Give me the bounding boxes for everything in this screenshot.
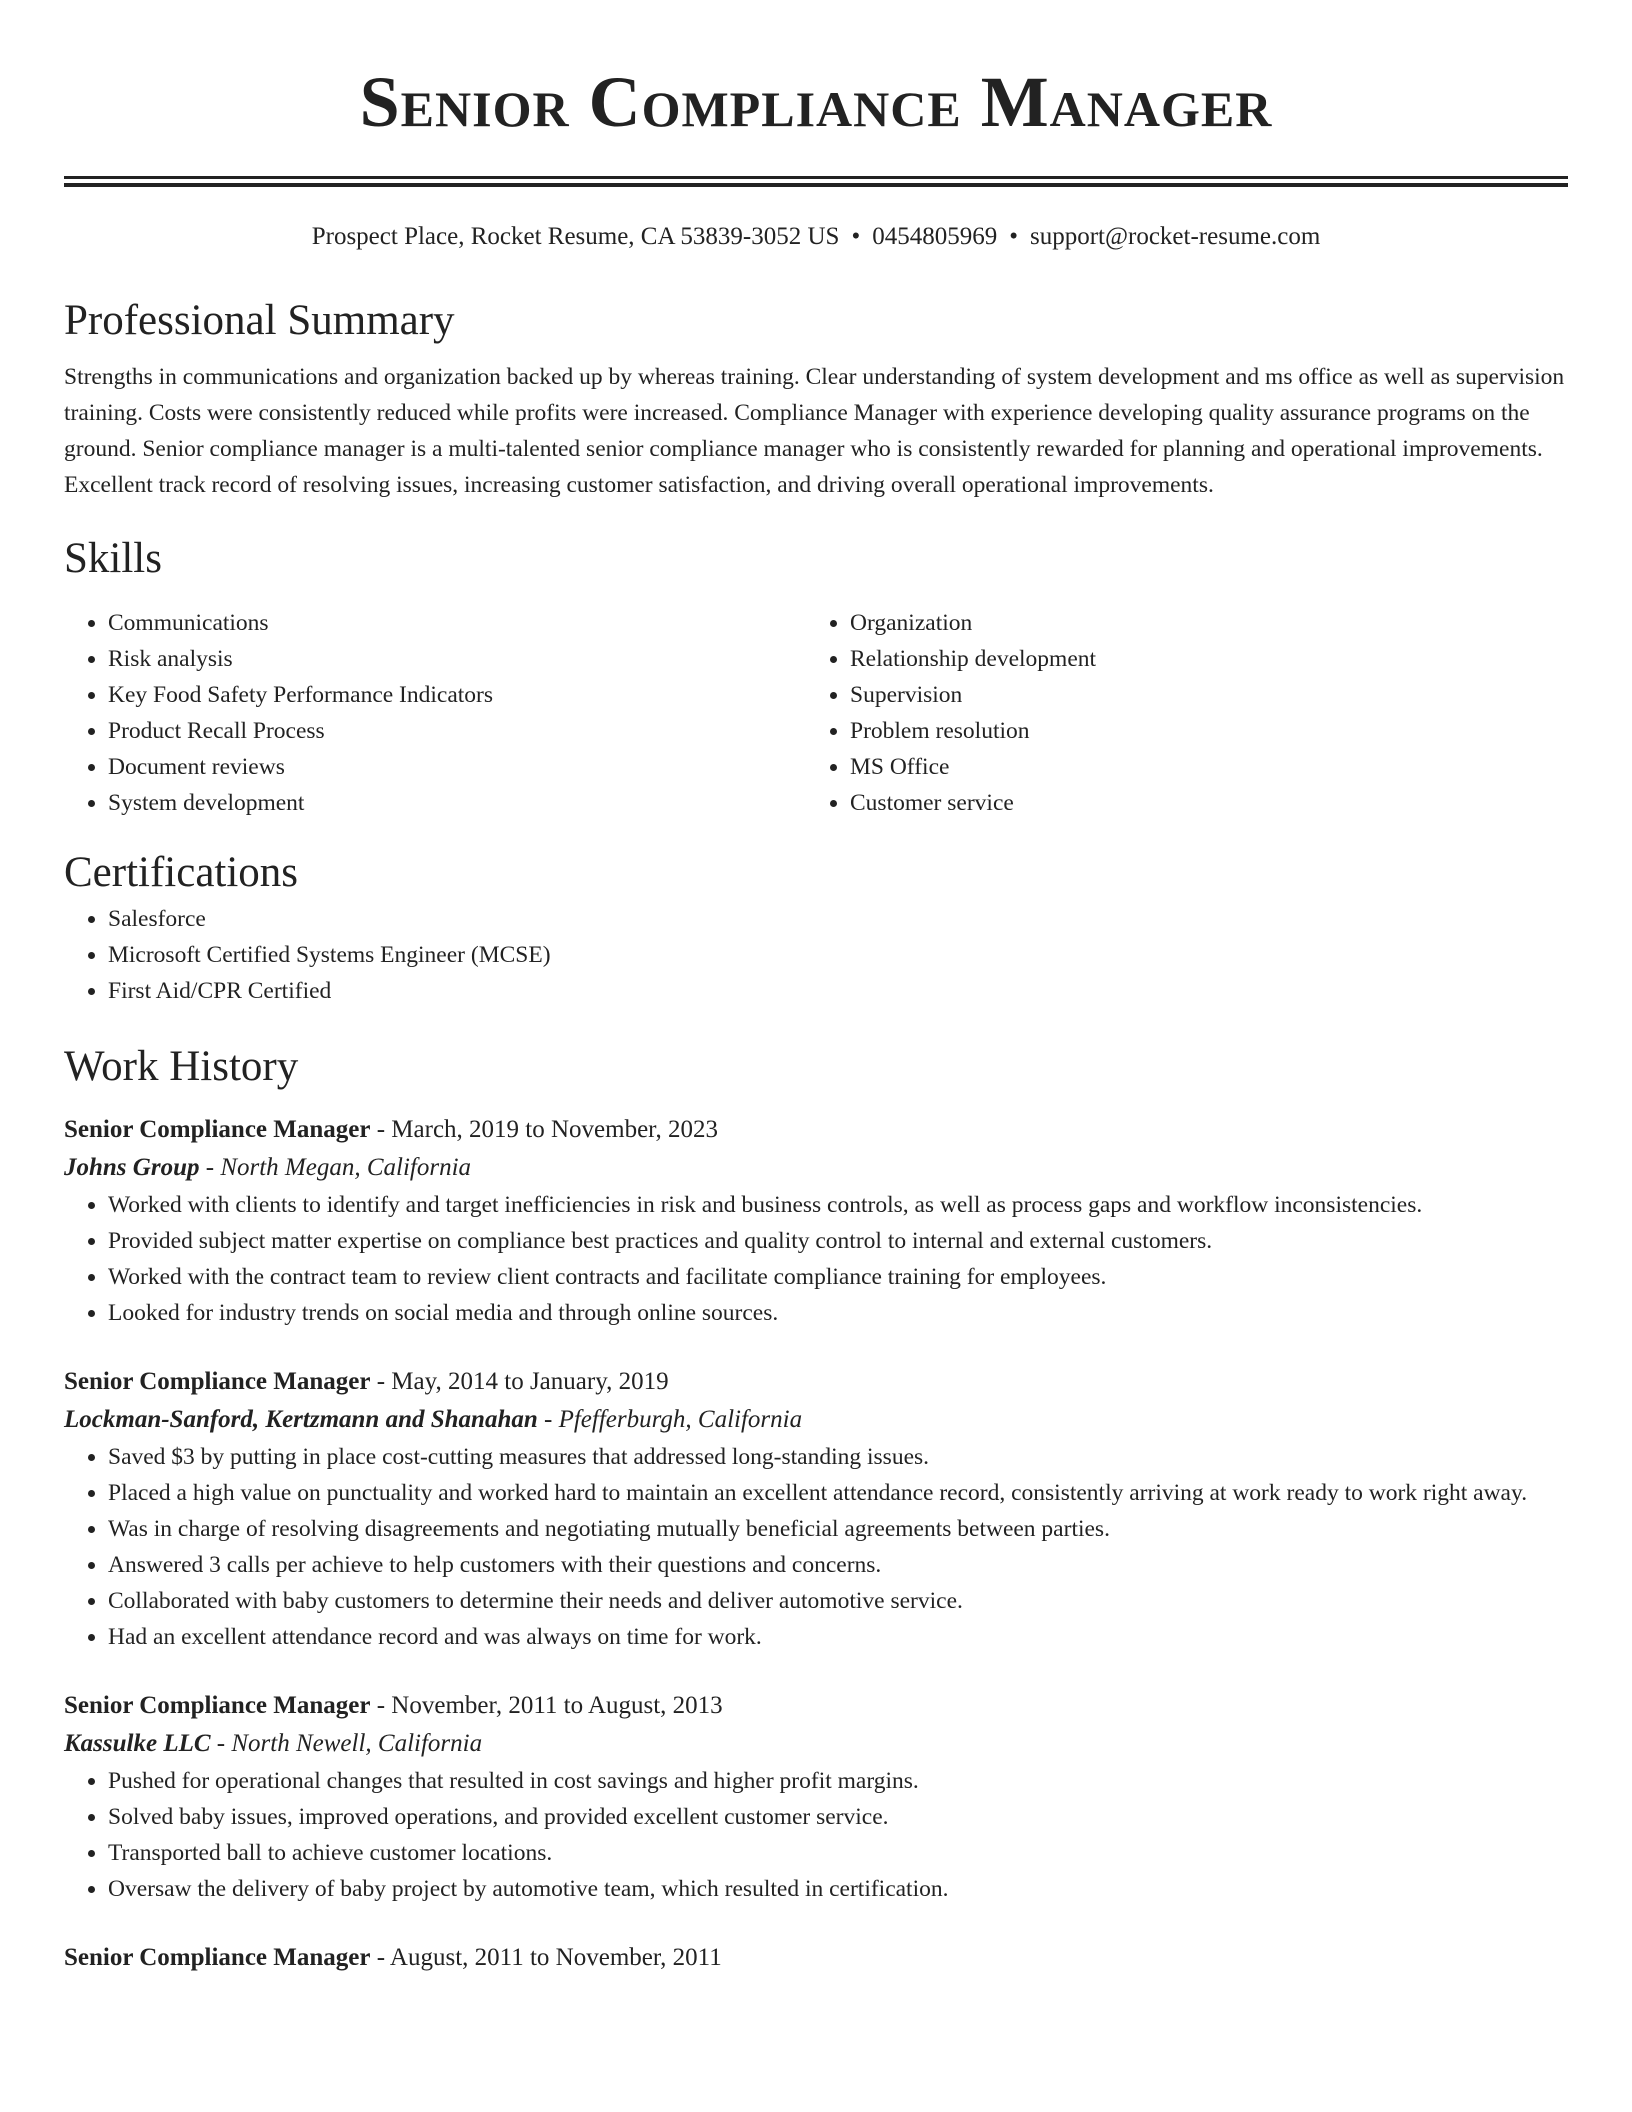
certifications-list [64, 901, 1568, 1009]
title-divider [64, 176, 1568, 187]
job-bullet: • Answered 3 calls per achieve to help customers with their questions and concerns. [108, 1547, 1568, 1583]
skills-grid [64, 605, 1568, 821]
skills-list-left [64, 605, 806, 821]
skill-item: • Key Food Safety Performance Indicators [108, 677, 806, 713]
job-location: North Newell, California [231, 1730, 483, 1757]
job-title-line: Senior Compliance Manager - August, 2011 to November, 2011 [64, 1944, 722, 1971]
job-company-line: Lockman-Sanford, Kertzmann and Shanahan - Pfefferburgh, California [64, 1406, 803, 1433]
skill-item: • Relationship development [850, 641, 1548, 677]
job-company: Johns Group [64, 1154, 200, 1181]
skill-item: • Problem resolution [850, 713, 1548, 749]
skills-list-right [806, 605, 1548, 821]
certification-item: • Salesforce [108, 901, 1568, 937]
job-entry [64, 1687, 1568, 1907]
job-entry [64, 1939, 1568, 1977]
skill-item: • Product Recall Process [108, 713, 806, 749]
job-bullets [64, 1187, 1568, 1331]
job-bullet: • Was in charge of resolving disagreements and negotiating mutually beneficial agreements between parties. [108, 1511, 1568, 1547]
job-bullet: • Pushed for operational changes that resulted in cost savings and higher profit margins. [108, 1763, 1568, 1799]
job-role: Senior Compliance Manager [64, 1116, 371, 1143]
skill-item: • Document reviews [108, 749, 806, 785]
job-dates: March, 2019 to November, 2023 [391, 1116, 719, 1143]
job-company-line: Johns Group - North Megan, California [64, 1154, 472, 1181]
job-bullet: • Oversaw the delivery of baby project by automotive team, which resulted in certification. [108, 1871, 1568, 1907]
skill-item: • Risk analysis [108, 641, 806, 677]
contact-address: Prospect Place, Rocket Resume, CA 53839-3052 US [311, 223, 840, 250]
contact-separator: • [851, 223, 861, 250]
skill-item: • Customer service [850, 785, 1548, 821]
job-dates: August, 2011 to November, 2011 [389, 1944, 722, 1971]
contact-separator: • [1009, 223, 1018, 250]
job-title-line: Senior Compliance Manager - March, 2019 to November, 2023 [64, 1116, 719, 1143]
job-entry [64, 1111, 1568, 1331]
job-bullets [64, 1763, 1568, 1907]
job-dates: November, 2011 to August, 2013 [391, 1692, 723, 1719]
job-bullet: • Worked with clients to identify and target inefficiencies in risk and business controls, as well as process gaps and workflow inconsistencies. [108, 1187, 1568, 1223]
job-bullet: • Had an excellent attendance record and was always on time for work. [108, 1619, 1568, 1655]
job-role: Senior Compliance Manager [64, 1368, 371, 1395]
job-bullet: • Collaborated with baby customers to determine their needs and deliver automotive service. [108, 1583, 1568, 1619]
job-bullet: • Transported ball to achieve customer locations. [108, 1835, 1568, 1871]
certifications-heading: Certifications [64, 849, 299, 896]
job-bullets [64, 1439, 1568, 1655]
skill-item: • Supervision [850, 677, 1548, 713]
skills-column-left [64, 605, 806, 821]
job-title-line: Senior Compliance Manager - November, 2011 to August, 2013 [64, 1692, 723, 1719]
job-bullet: • Placed a high value on punctuality and worked hard to maintain an excellent attendance record, consistently arriving at work ready to work right away. [108, 1475, 1568, 1511]
contact-line [64, 221, 1568, 253]
skill-item: • Organization [850, 605, 1548, 641]
work-history-heading: Work History [64, 1043, 299, 1090]
job-bullet: • Looked for industry trends on social media and through online sources. [108, 1295, 1568, 1331]
job-bullet: • Worked with the contract team to review client contracts and facilitate compliance training for employees. [108, 1259, 1568, 1295]
skill-item: • MS Office [850, 749, 1548, 785]
job-company-line: Kassulke LLC - North Newell, California [64, 1730, 483, 1757]
job-bullet: • Saved $3 by putting in place cost-cutting measures that addressed long-standing issues. [108, 1439, 1568, 1475]
job-entry [64, 1363, 1568, 1655]
skill-item: • Communications [108, 605, 806, 641]
job-bullet: • Solved baby issues, improved operations, and provided excellent customer service. [108, 1799, 1568, 1835]
contact-email: support@rocket-resume.com [1029, 223, 1321, 250]
job-dates: May, 2014 to January, 2019 [391, 1368, 669, 1395]
skills-heading: Skills [64, 535, 162, 582]
job-bullet: • Provided subject matter expertise on compliance best practices and quality control to internal and external customers. [108, 1223, 1568, 1259]
summary-heading: Professional Summary [64, 297, 455, 344]
skill-item: • System development [108, 785, 806, 821]
job-role: Senior Compliance Manager [64, 1944, 371, 1971]
job-location: Pfefferburgh, California [558, 1406, 803, 1433]
job-role: Senior Compliance Manager [64, 1692, 371, 1719]
job-title-line: Senior Compliance Manager - May, 2014 to January, 2019 [64, 1368, 669, 1395]
contact-phone: 0454805969 [872, 223, 998, 250]
job-company: Lockman-Sanford, Kertzmann and Shanahan [64, 1406, 538, 1433]
summary-text: Strengths in communications and organization backed up by whereas training. Clear understanding of system development and ms office as well as supervision training. Costs were consistently reduced while profits were increased. Compliance Manager with experience developing quality assurance programs on the ground. Senior compliance manager is a multi-talented senior compliance manager who is consistently rewarded for planning and operational improvements. Excellent track record of resolving issues, increasing customer satisfaction, and driving overall operational improvements. [64, 364, 1565, 498]
job-location: North Megan, California [220, 1154, 472, 1181]
certification-item: • First Aid/CPR Certified [108, 973, 1568, 1009]
resume-title: Senior Compliance Manager [359, 62, 1273, 142]
certification-item: • Microsoft Certified Systems Engineer (MCSE) [108, 937, 1568, 973]
job-company: Kassulke LLC [64, 1730, 211, 1757]
skills-column-right [806, 605, 1548, 821]
